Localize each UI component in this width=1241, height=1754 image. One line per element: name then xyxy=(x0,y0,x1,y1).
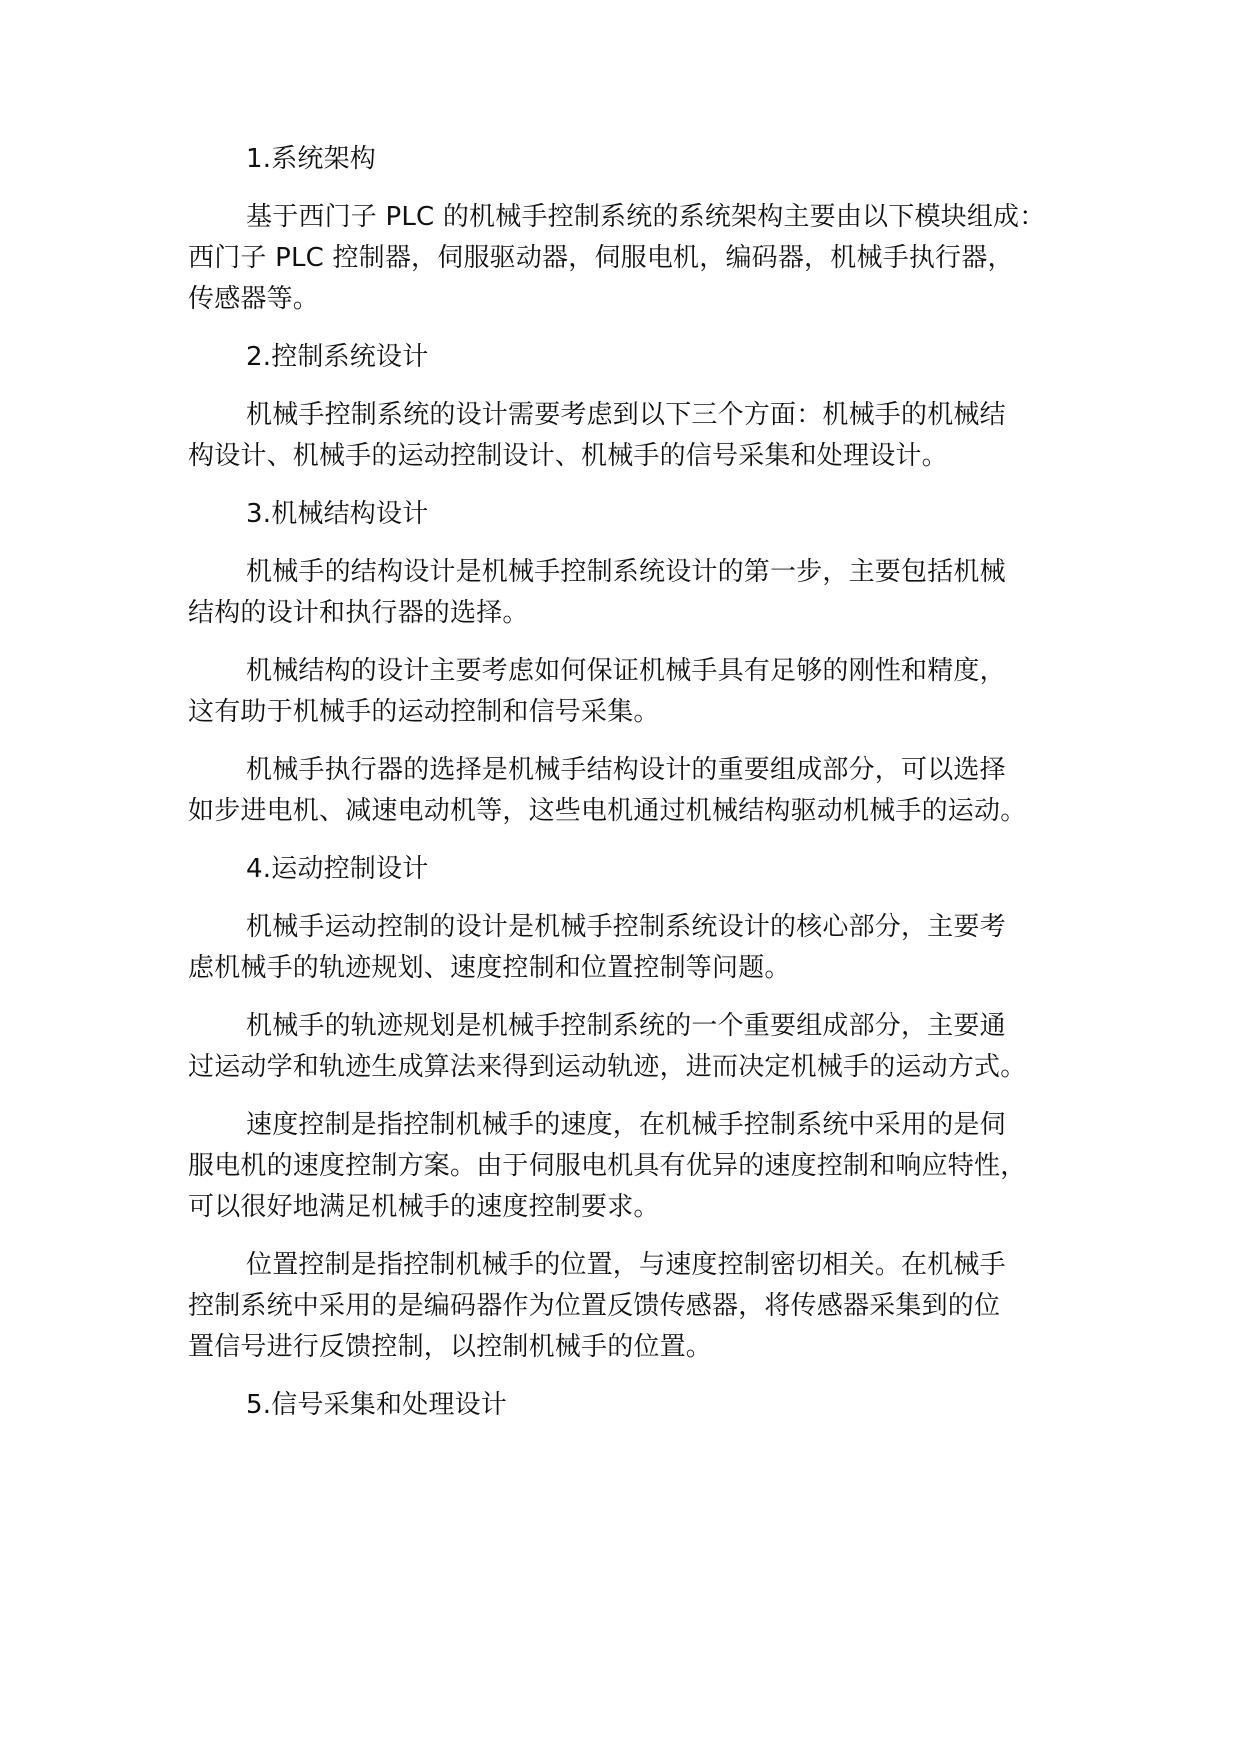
paragraph-line: 机械手执行器的选择是机械手结构设计的重要组成部分，可以选择 xyxy=(246,755,1006,785)
paragraph-line: 机械手运动控制的设计是机械手控制系统设计的核心部分，主要考 xyxy=(246,912,1006,942)
heading-system-architecture: 1.系统架构 xyxy=(246,144,377,174)
heading-motion-control-design: 4.运动控制设计 xyxy=(246,854,429,884)
paragraph-line: 服电机的速度控制方案。由于伺服电机具有优异的速度控制和响应特性， xyxy=(188,1151,1027,1181)
heading-control-system-design: 2.控制系统设计 xyxy=(246,342,429,372)
paragraph-line: 机械手的结构设计是机械手控制系统设计的第一步，主要包括机械 xyxy=(246,557,1006,587)
paragraph-line: 西门子 PLC 控制器，伺服驱动器，伺服电机，编码器，机械手执行器， xyxy=(188,243,1014,273)
paragraph-line: 构设计、机械手的运动控制设计、机械手的信号采集和处理设计。 xyxy=(188,441,948,471)
paragraph-line: 传感器等。 xyxy=(188,284,320,314)
paragraph-line: 结构的设计和执行器的选择。 xyxy=(188,598,529,628)
paragraph-line: 机械手控制系统的设计需要考虑到以下三个方面：机械手的机械结 xyxy=(246,400,1006,430)
paragraph-line: 机械结构的设计主要考虑如何保证机械手具有足够的刚性和精度， xyxy=(246,656,1006,686)
paragraph-line: 置信号进行反馈控制，以控制机械手的位置。 xyxy=(188,1332,713,1362)
paragraph-line: 控制系统中采用的是编码器作为位置反馈传感器，将传感器采集到的位 xyxy=(188,1291,1001,1321)
paragraph-line: 机械手的轨迹规划是机械手控制系统的一个重要组成部分，主要通 xyxy=(246,1011,1006,1041)
paragraph-line: 如步进电机、减速电动机等，这些电机通过机械结构驱动机械手的运动。 xyxy=(188,796,1027,826)
paragraph-line: 速度控制是指控制机械手的速度，在机械手控制系统中采用的是伺 xyxy=(246,1110,1006,1140)
paragraph-line: 可以很好地满足机械手的速度控制要求。 xyxy=(188,1192,660,1222)
paragraph-line: 过运动学和轨迹生成算法来得到运动轨迹，进而决定机械手的运动方式。 xyxy=(188,1052,1027,1082)
paragraph-line: 位置控制是指控制机械手的位置，与速度控制密切相关。在机械手 xyxy=(246,1250,1006,1280)
paragraph-line: 虑机械手的轨迹规划、速度控制和位置控制等问题。 xyxy=(188,953,791,983)
heading-signal-processing-design: 5.信号采集和处理设计 xyxy=(246,1390,508,1420)
heading-mechanical-structure-design: 3.机械结构设计 xyxy=(246,499,429,529)
paragraph-line: 基于西门子 PLC 的机械手控制系统的系统架构主要由以下模块组成： xyxy=(246,202,1046,232)
paragraph-line: 这有助于机械手的运动控制和信号采集。 xyxy=(188,697,660,727)
